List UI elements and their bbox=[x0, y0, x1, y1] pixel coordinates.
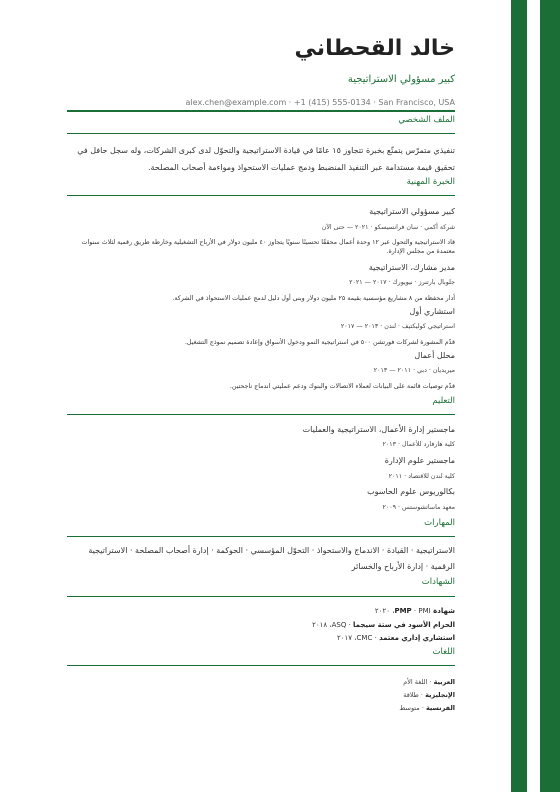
section-divider bbox=[67, 133, 455, 134]
language-level: متوسط bbox=[399, 704, 420, 712]
degree-school: كلية هارفارد للأعمال · ٢٠١٣ bbox=[382, 441, 455, 448]
certification-item: استشاري إداري معتمد · CMC، ٢٠١٧ bbox=[337, 634, 455, 642]
section-heading-profile: الملف الشخصي bbox=[398, 115, 455, 125]
degree-title: ماجستير إدارة الأعمال، الاستراتيجية والعمليات bbox=[302, 425, 455, 434]
job-achievement: قدّم المشورة لشركات فورتشن ٥٠٠ في استراتيجية النمو ودخول الأسواق وإعادة تصميم نموذج التشغيل. bbox=[184, 339, 455, 346]
job-meta: استراتيجي كوليكتيف · لندن · ٢٠١٣ — ٢٠١٧ bbox=[340, 323, 455, 330]
decorative-stripe-inner bbox=[511, 0, 527, 792]
job-meta: شركة أكمي · سان فرانسيسكو · ٢٠٢١ — حتى الآن bbox=[321, 224, 455, 231]
section-heading-education: التعليم bbox=[432, 396, 455, 406]
certification-detail: PMI، ٢٠٢٠ bbox=[374, 607, 431, 615]
section-divider bbox=[67, 414, 455, 415]
job-role: محلل أعمال bbox=[414, 351, 455, 360]
certification-detail: ASQ، ٢٠١٨ bbox=[312, 621, 347, 629]
section-divider bbox=[67, 536, 455, 537]
section-heading-skills: المهارات bbox=[424, 518, 455, 528]
degree-title: ماجستير علوم الإدارة bbox=[384, 456, 455, 465]
job-achievement: قاد الاستراتيجية والتحول عبر ١٢ وحدة أعمال محققًا تحسينًا سنويًا يتجاوز ٤٠ مليون دولار في الأرباح التشغيلية وخارطة طريق رقمية لثلاث سنوات معتمدة من مجلس الإدارة. bbox=[81, 239, 455, 255]
section-divider bbox=[67, 195, 455, 196]
job-role: استشاري أول bbox=[409, 307, 455, 316]
certification-name: استشاري إداري معتمد bbox=[379, 634, 455, 642]
skills-list: الاستراتيجية · القيادة · الاندماج والاستحواذ · التحوّل المؤسسي · الحوكمة · إدارة أصحاب المصلحة · الاستراتيجية الرقمية · إدارة الأرباح والخسائر bbox=[88, 546, 455, 571]
job-achievement: قدّم توصيات قائمة على البيانات لعملاء الاتصالات والبنوك ودعم عمليتي اندماج ناجحتين. bbox=[229, 383, 455, 390]
language-name: الفرنسية bbox=[425, 704, 455, 712]
job-role: كبير مسؤولي الاستراتيجية bbox=[369, 207, 455, 216]
certification-name: الحزام الأسود في ستة سيجما bbox=[353, 621, 455, 629]
language-item: الفرنسية · متوسط bbox=[399, 704, 455, 712]
job-achievement: أدار محفظة من ٨ مشاريع مؤسسية بقيمة ٢٥ مليون دولار وبنى أول دليل لدمج عمليات الاستحواذ في الشركة. bbox=[172, 295, 455, 302]
language-name: الإنجليزية bbox=[425, 691, 455, 699]
language-name: العربية bbox=[433, 678, 455, 686]
language-item: الإنجليزية · طلاقة bbox=[403, 691, 455, 699]
contact-line: alex.chen@example.com · +1 (415) 555-0134 · San Francisco, USA bbox=[185, 98, 455, 107]
job-meta: ميريديان · دبي · ٢٠١١ — ٢٠١٣ bbox=[373, 367, 455, 374]
header-divider bbox=[67, 110, 455, 112]
candidate-name: خالد القحطاني bbox=[294, 36, 455, 61]
section-heading-experience: الخبرة المهنية bbox=[406, 177, 455, 187]
section-divider bbox=[67, 665, 455, 666]
language-level: اللغة الأم bbox=[403, 678, 428, 686]
degree-school: كلية لندن للاقتصاد · ٢٠١١ bbox=[388, 473, 455, 480]
certification-item: شهادة PMP · PMI، ٢٠٢٠ bbox=[374, 607, 455, 615]
certification-item: الحزام الأسود في ستة سيجما · ASQ، ٢٠١٨ bbox=[312, 621, 455, 629]
section-divider bbox=[67, 596, 455, 597]
job-role: مدير مشارك، الاستراتيجية bbox=[368, 263, 455, 272]
section-heading-certifications: الشهادات bbox=[421, 577, 455, 587]
section-heading-languages: اللغات bbox=[432, 647, 455, 657]
job-meta: جلوبال بارتنرز · نيويورك · ٢٠١٧ — ٢٠٢١ bbox=[349, 279, 455, 286]
decorative-stripe-outer bbox=[540, 0, 560, 792]
profile-summary: تنفيذي متمرّس يتمتّع بخبرة تتجاوز ١٥ عامًا في قيادة الاستراتيجية والتحوّل لدى كبرى الشركات، وله سجل حافل في تحقيق قيمة مستدامة عبر التنفيذ المنضبط ودمج عمليات الاستحواذ ومواءمة أصحاب المصلحة. bbox=[77, 146, 455, 172]
resume-page bbox=[67, 0, 455, 792]
degree-title: بكالوريوس علوم الحاسوب bbox=[367, 487, 455, 496]
certification-detail: CMC، ٢٠١٧ bbox=[337, 634, 373, 642]
candidate-title: كبير مسؤولي الاستراتيجية bbox=[347, 74, 455, 85]
certification-name: شهادة PMP bbox=[394, 607, 455, 615]
language-level: طلاقة bbox=[403, 691, 419, 699]
degree-school: معهد ماساتشوستس · ٢٠٠٩ bbox=[382, 504, 455, 511]
language-item: العربية · اللغة الأم bbox=[403, 678, 455, 686]
